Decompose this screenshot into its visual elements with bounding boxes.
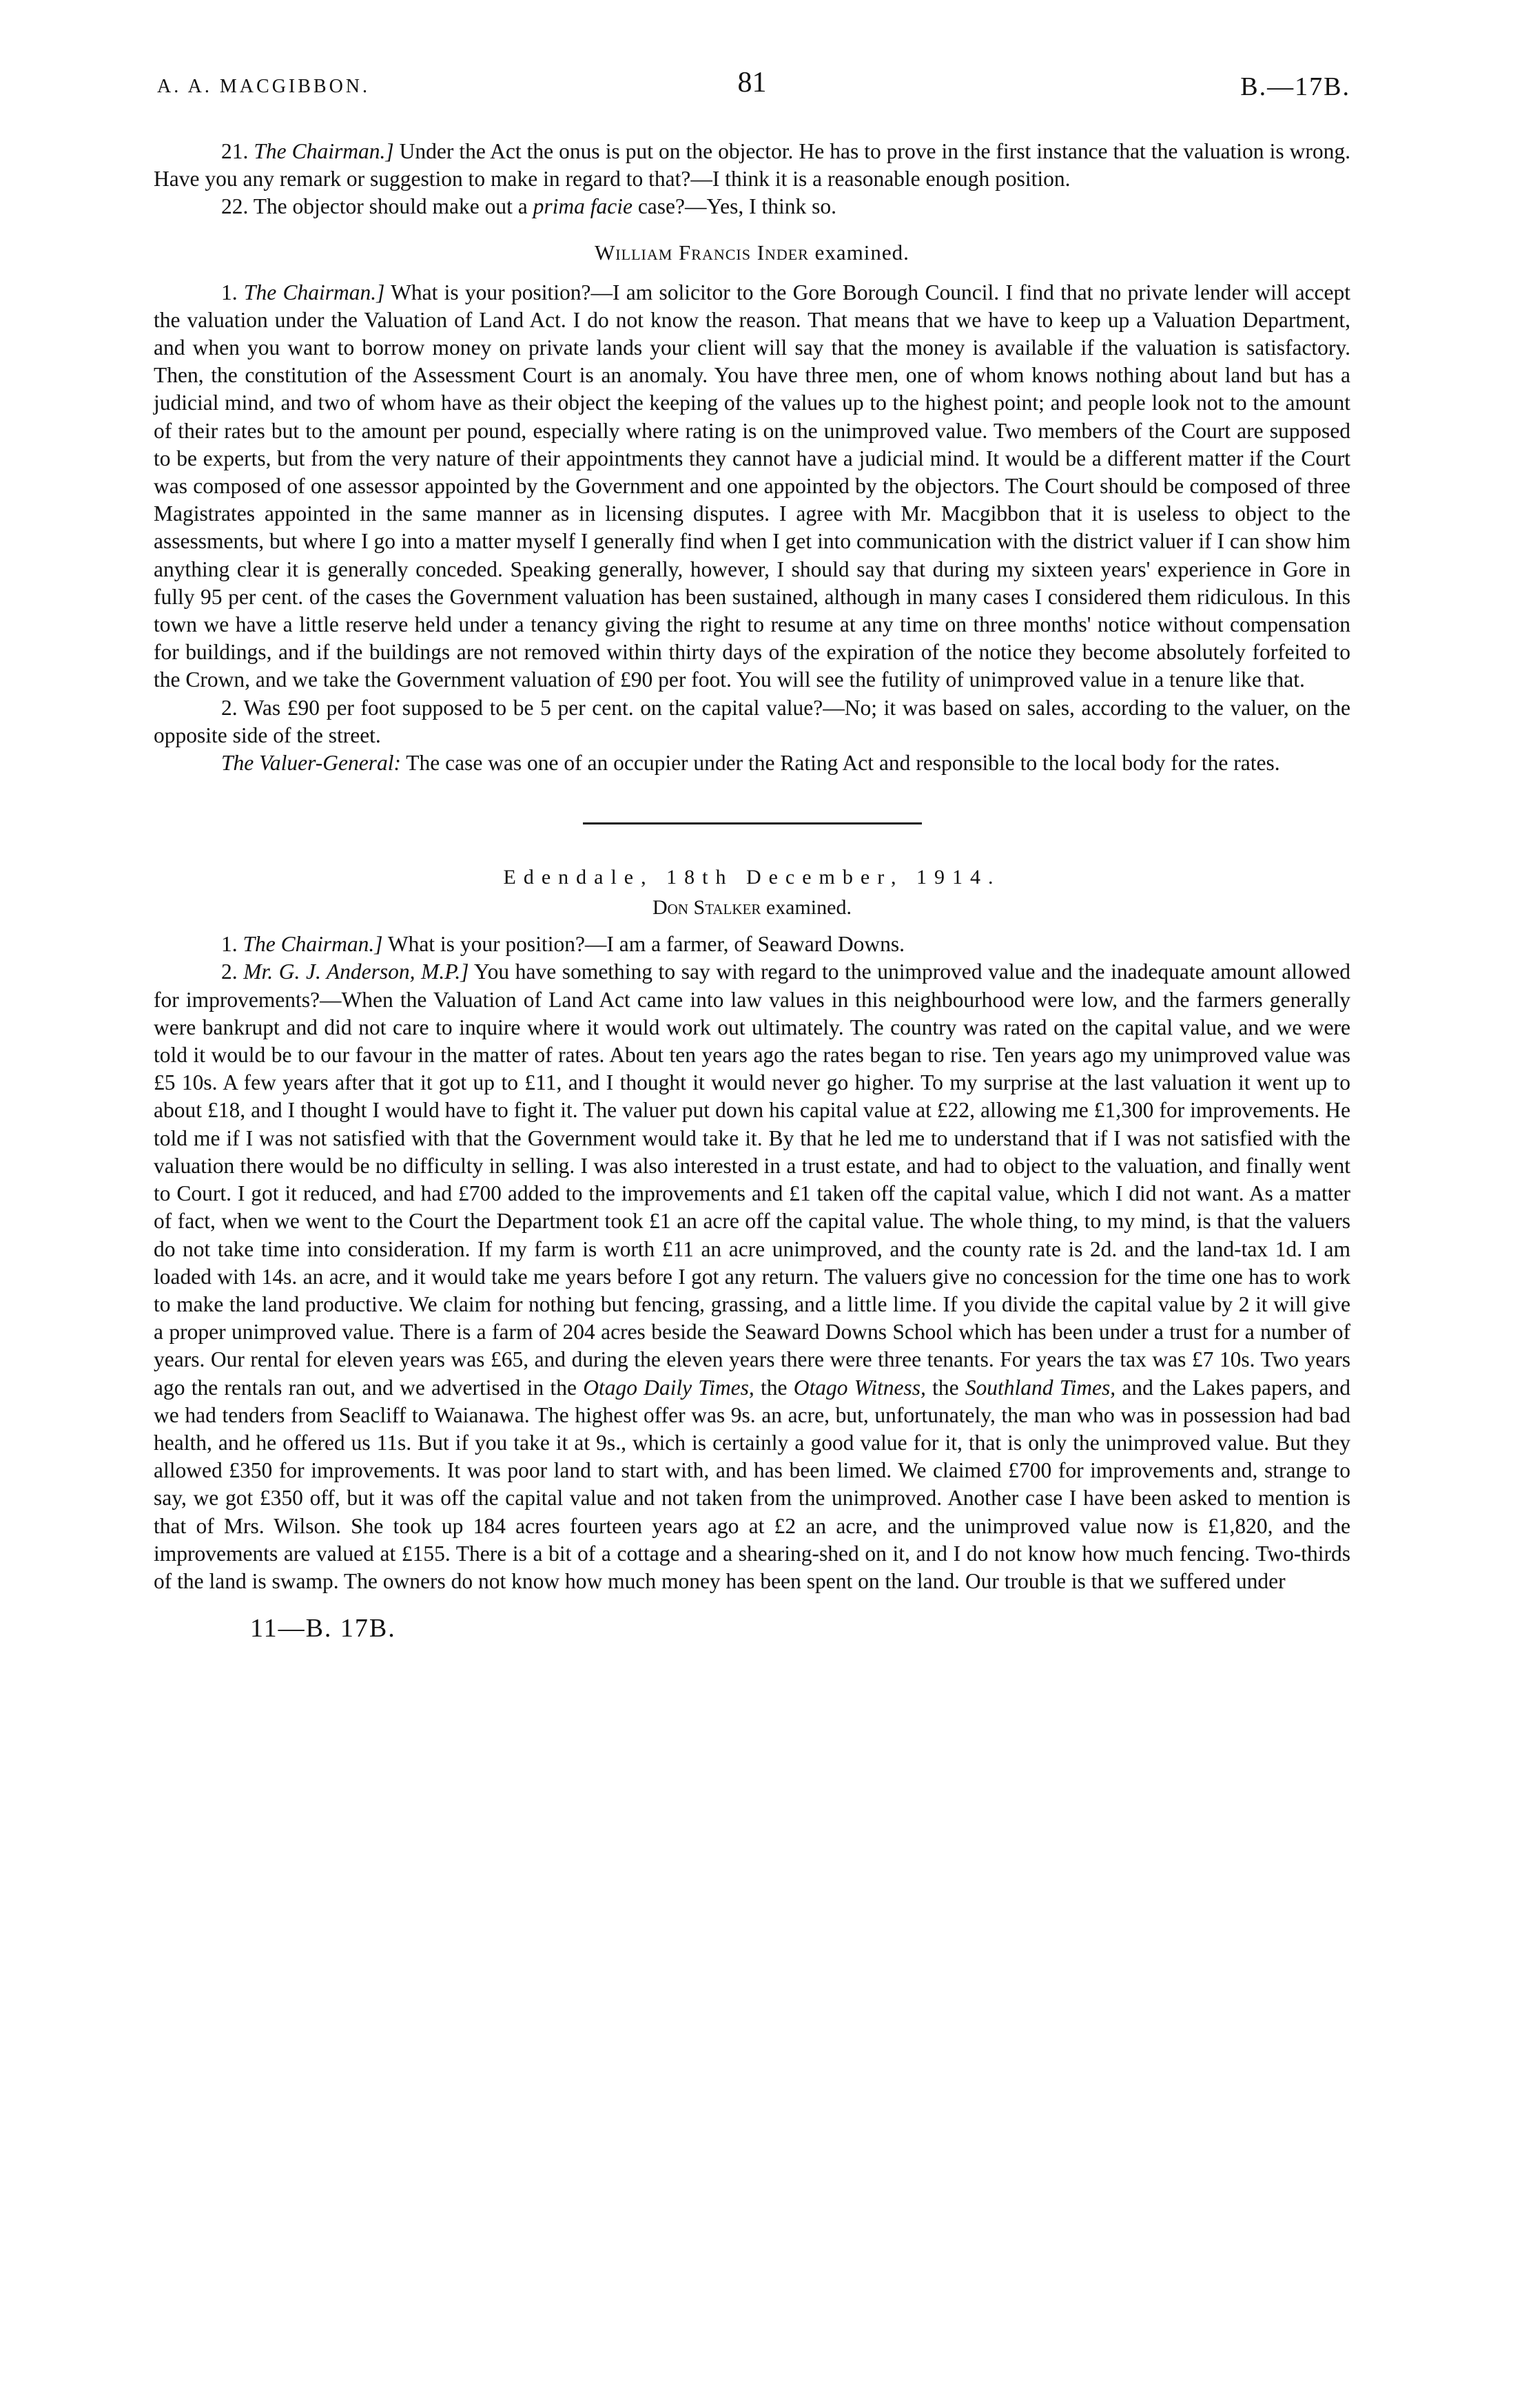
speaker: The Valuer-General:: [221, 751, 401, 776]
question-number: 2.: [221, 959, 238, 984]
examined-label: examined.: [814, 240, 909, 264]
newspaper-title: Otago Daily Times,: [583, 1375, 754, 1400]
section-divider: [583, 822, 922, 824]
running-head: [154, 66, 1350, 107]
examined-label: examined.: [765, 896, 852, 920]
question-number: 22.: [221, 194, 249, 219]
question-22: [154, 193, 1350, 220]
inder-question-1: [154, 279, 1350, 694]
question-text-part4: and the Lakes papers, and we had tenders from Seacliff to Waianawa. The highest offer was 9s. an acre, but, unfortunately, the man who was in possession had bad health, and he offered us 11s. But if you take it at 9s., which is certainly a good value for it, that is only the unimproved value. But they allowed £350 for improvements. It was poor land to start with, and has been limed. We claimed £700 for improvements and, strange to say, we got £350 off, but it was off the capital value and not taken from the unimproved. Another case I have been asked to mention is that of Mrs. Wilson. She took up 184 acres fourteen years ago at £2 an acre, and the unimproved value now is £1,820, and the improvements are valued at £155. There is a bit of a cottage and a shearing-shed on it, and I do not know how much fencing. Two-thirds of the land is swamp. The owners do not know how much money has been spent on the land. Our trouble is that we suffered under: [154, 1375, 1351, 1593]
question-number: 2.: [221, 695, 238, 720]
note-text: The case was one of an occupier under the Rating Act and responsible to the local body for the rates.: [406, 751, 1280, 776]
question-number: 1.: [221, 932, 238, 957]
stalker-question-2: [154, 958, 1350, 1595]
speaker: The Chairman.]: [254, 139, 394, 163]
dateline: Edendale, 18th December, 1914.: [503, 866, 1001, 889]
question-text-pre: The objector should make out a: [253, 194, 528, 219]
speaker: The Chairman.]: [243, 932, 383, 957]
newspaper-title: Otago Witness,: [793, 1375, 926, 1400]
question-text: What is your position?—I am solicitor to the Gore Borough Council. I find that no private lender will accept the valuation under the Valuation of Land Act. I do not know the reason. That means that we have to keep up a Valuation Department, and when you want to borrow money on private lands your client will say that the money is available if the valuation is satisfactory. Then, the constitution of the Assessment Court is an anomaly. You have three men, one of whom knows nothing about land but has a judicial mind, and two of whom have as their object the keeping of the values up to the highest point; and people look not to the amount of their rates but to the amount per pound, especially where rating is on the unimproved value. Two members of the Court are supposed to be experts, but from the very nature of their appointments they cannot have a judicial mind. It would be a different matter if the Court was composed of one assessor appointed by the Government and one appointed by the objectors. The Court should be composed of three Magistrates appointed in the same manner as in licensing disputes. I agree with Mr. Macgibbon that it is useless to object to the assessments, but where I go into a matter myself I generally find when I get into communication with the district valuer if I can show him anything clear it is generally conceded. Speaking generally, however, I should say that during my sixteen years' experience in Gore in fully 95 per cent. of the cases the Government valuation has been sustained, although in many cases I considered them ridiculous. In this town we have a little reserve held under a tenancy giving the right to resume at any time on three months' notice without compensation for buildings, and if the buildings are not removed within thirty days of the expiration of the notice they become absolutely forfeited to the Crown, and we take the Government valuation of £90 per foot. You will see the futility of unimproved value in a tenure like that.: [154, 280, 1350, 692]
question-text: What is your position?—I am a farmer, of Seaward Downs.: [387, 932, 905, 957]
question-21: [154, 138, 1350, 193]
page: [154, 66, 1350, 1643]
stalker-question-1: [154, 931, 1350, 958]
speaker: Mr. G. J. Anderson, M.P.]: [243, 959, 469, 984]
question-number: 21.: [221, 139, 249, 163]
witness-name: William Francis Inder: [595, 240, 809, 264]
valuer-general-note: [154, 749, 1350, 777]
speaker: The Chairman.]: [243, 280, 385, 304]
question-text-post: case?—Yes, I think so.: [637, 194, 836, 219]
inder-question-2: [154, 694, 1350, 749]
question-text-part1: You have something to say with regard to the unimproved value and the inadequate amount allowed for improvements?—When the Valuation of Land Act came into law values in this neighbourhood were low, and the farmers generally were bankrupt and did not care to inquire where it would work out ultimately. The country was rated on the capital value, and we were told it would be to our favour in the matter of rates. About ten years ago the rates began to rise. Ten years ago my unimproved value was £5 10s. A few years after that it got up to £11, and I thought it would never go higher. To my surprise at the last valuation it went up to about £18, and I thought I would have to fight it. The valuer put down his capital value at £22, allowing me £1,300 for improvements. He told me if I was not satisfied with that the Government would take it. By that he led me to understand that if I was not satisfied with the valuation there would be no difficulty in selling. I was also interested in a trust estate, and had to object to the valuation, and finally went to Court. I got it reduced, and had £700 added to the improvements and £1 taken off the capital value, which I did not want. As a matter of fact, when we went to the Court the Department took £1 an acre off the capital value. The whole thing, to my mind, is that the valuers do not take time into consideration. If my farm is worth £11 an acre unimproved, and the county rate is 2d. and the land-tax 1d. I am loaded with 14s. an acre, and it would take me years before I got any return. The valuers give no concession for the time one has to work to make the land productive. We claim for nothing but fencing, grassing, and a little lime. If you divide the capital value by 2 it will give a proper unimproved value. There is a farm of 204 acres beside the Seaward Downs School which has been under a trust for a number of years. Our rental for eleven years was £65, and during the eleven years there were three tenants. For years the tax was £7 10s. Two years ago the rentals ran out, and we advertised in the: [154, 959, 1350, 1400]
header-witness-name: A. A. MACGIBBON.: [157, 76, 371, 97]
witness-heading-stalker: [154, 896, 1350, 920]
question-text-part3: the: [932, 1375, 959, 1400]
printer-signature: 11—B. 17B.: [250, 1614, 396, 1643]
question-text: Was £90 per foot supposed to be 5 per cent. on the capital value?—No; it was based on sales, according to the valuer, on the opposite side of the street.: [154, 695, 1350, 747]
newspaper-title: Southland Times,: [965, 1375, 1116, 1400]
question-text-part2: the: [761, 1375, 788, 1400]
witness-heading-inder: [154, 240, 1350, 265]
question-text: Under the Act the onus is put on the objector. He has to prove in the first instance that the valuation is wrong. Have you any remark or suggestion to make in regard to that?—I think it is a reasonable enough position.: [154, 139, 1350, 191]
page-number: 81: [737, 67, 767, 98]
latin-term: prima facie: [533, 194, 633, 219]
witness-name: Don Stalker: [652, 896, 761, 920]
question-number: 1.: [221, 280, 238, 304]
paper-reference: B.—17B.: [1240, 72, 1350, 101]
